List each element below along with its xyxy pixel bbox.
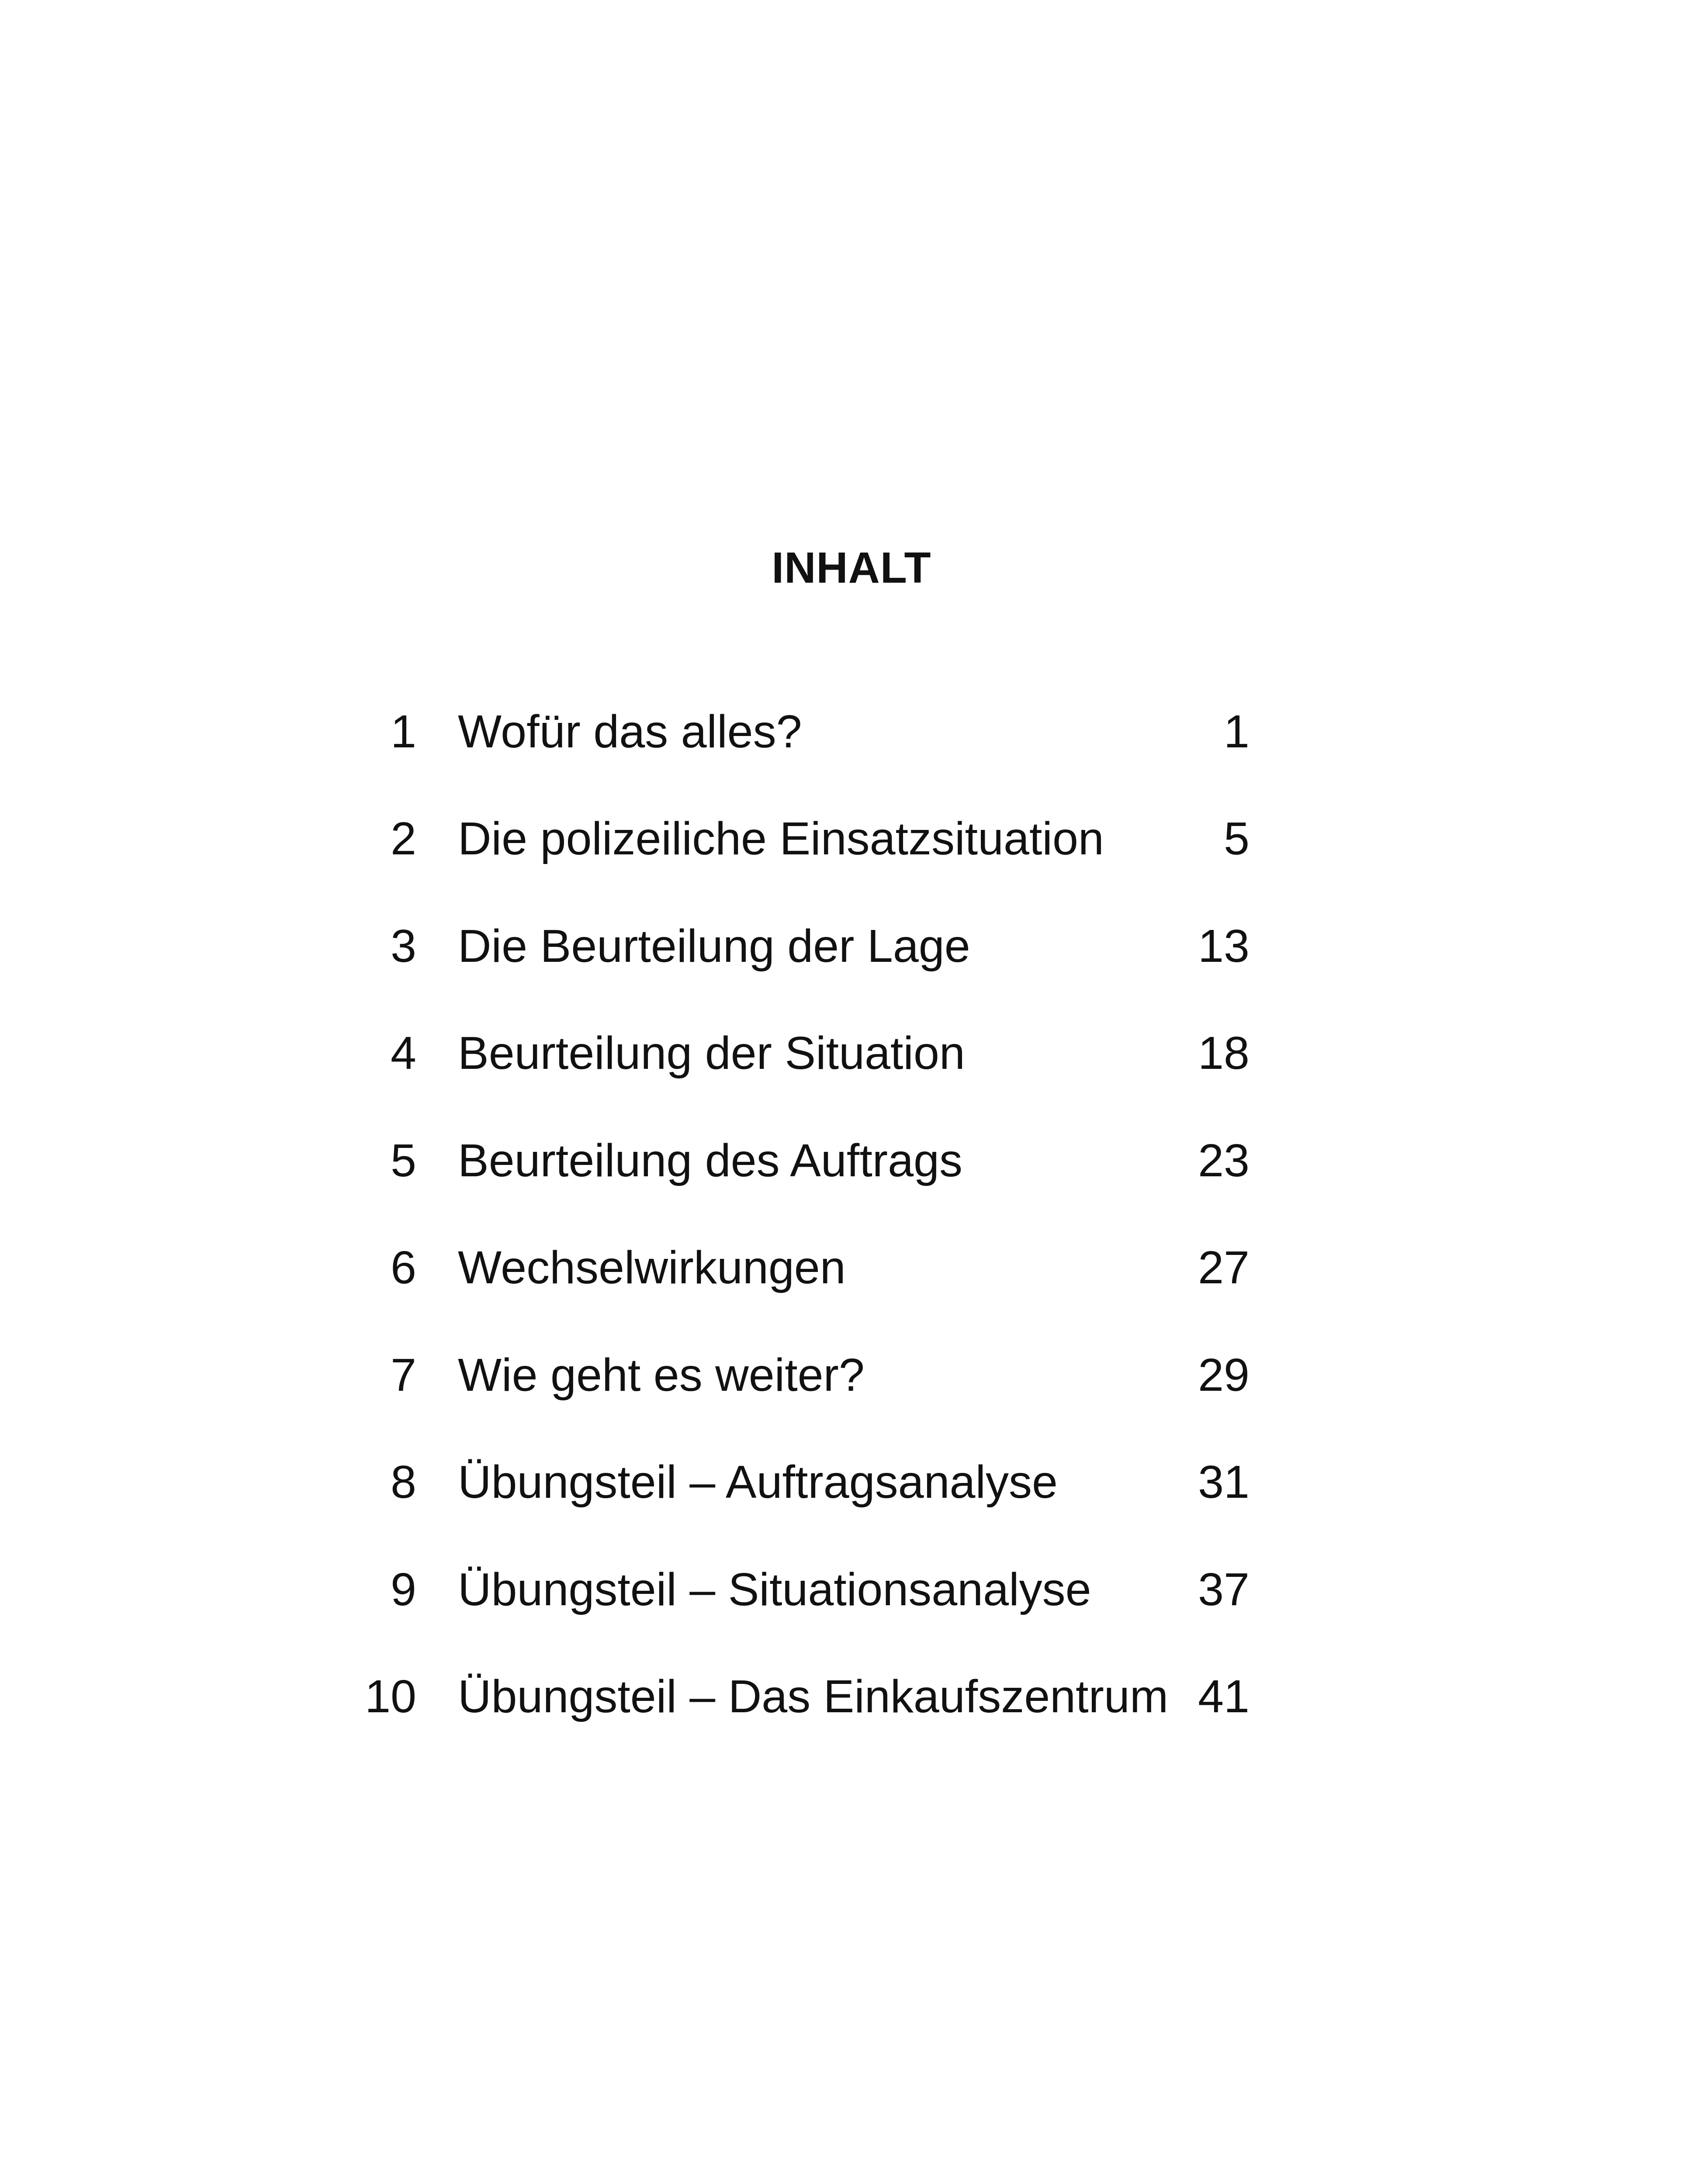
toc-entry-label: Wie geht es weiter? bbox=[458, 1349, 865, 1401]
toc-entry-label: Wofür das alles? bbox=[458, 706, 802, 757]
toc-entry-label: Wechselwirkungen bbox=[458, 1242, 846, 1293]
toc-entry-label: Die polizeiliche Einsatzsituation bbox=[458, 813, 1104, 864]
toc-entry-number: 1 bbox=[391, 706, 416, 757]
toc-entry bbox=[0, 808, 1703, 869]
toc-entry-page: 18 bbox=[1198, 1027, 1250, 1079]
toc-entry-page: 5 bbox=[1224, 813, 1250, 864]
toc-entry bbox=[0, 1237, 1703, 1298]
toc-entry-label: Die Beurteilung der Lage bbox=[458, 920, 970, 972]
toc-entry bbox=[0, 916, 1703, 977]
toc-entry bbox=[0, 1023, 1703, 1084]
toc-entry-page: 31 bbox=[1198, 1456, 1250, 1508]
toc-entry-label: Beurteilung des Auftrags bbox=[458, 1135, 962, 1186]
toc-entry-page: 13 bbox=[1198, 920, 1250, 972]
toc-entry-page: 37 bbox=[1198, 1564, 1250, 1615]
toc-entry-label: Übungsteil – Das Einkaufszentrum bbox=[458, 1671, 1169, 1722]
toc-entry-page: 29 bbox=[1198, 1349, 1250, 1401]
toc-entry-page: 1 bbox=[1224, 706, 1250, 757]
page-title: INHALT bbox=[772, 543, 931, 592]
toc-entry bbox=[0, 1666, 1703, 1727]
toc-entry bbox=[0, 1451, 1703, 1513]
toc-entry-number: 3 bbox=[391, 920, 416, 972]
toc-entry-number: 10 bbox=[365, 1671, 416, 1722]
toc-entry bbox=[0, 1559, 1703, 1620]
toc-entry-label: Beurteilung der Situation bbox=[458, 1027, 965, 1079]
toc-entry-label: Übungsteil – Auftragsanalyse bbox=[458, 1456, 1058, 1508]
toc-entry-page: 41 bbox=[1198, 1671, 1250, 1722]
toc-entry-label: Übungsteil – Situationsanalyse bbox=[458, 1564, 1091, 1615]
toc-entry-number: 9 bbox=[391, 1564, 416, 1615]
toc-entry-number: 4 bbox=[391, 1027, 416, 1079]
toc-entry-number: 5 bbox=[391, 1135, 416, 1186]
toc-entry-number: 8 bbox=[391, 1456, 416, 1508]
toc-entry bbox=[0, 701, 1703, 762]
toc-entry-page: 27 bbox=[1198, 1242, 1250, 1293]
toc-entry-number: 7 bbox=[391, 1349, 416, 1401]
toc-entry-number: 6 bbox=[391, 1242, 416, 1293]
toc-entry-page: 23 bbox=[1198, 1135, 1250, 1186]
toc-entry bbox=[0, 1344, 1703, 1406]
toc-entry bbox=[0, 1130, 1703, 1191]
toc-entry-number: 2 bbox=[391, 813, 416, 864]
